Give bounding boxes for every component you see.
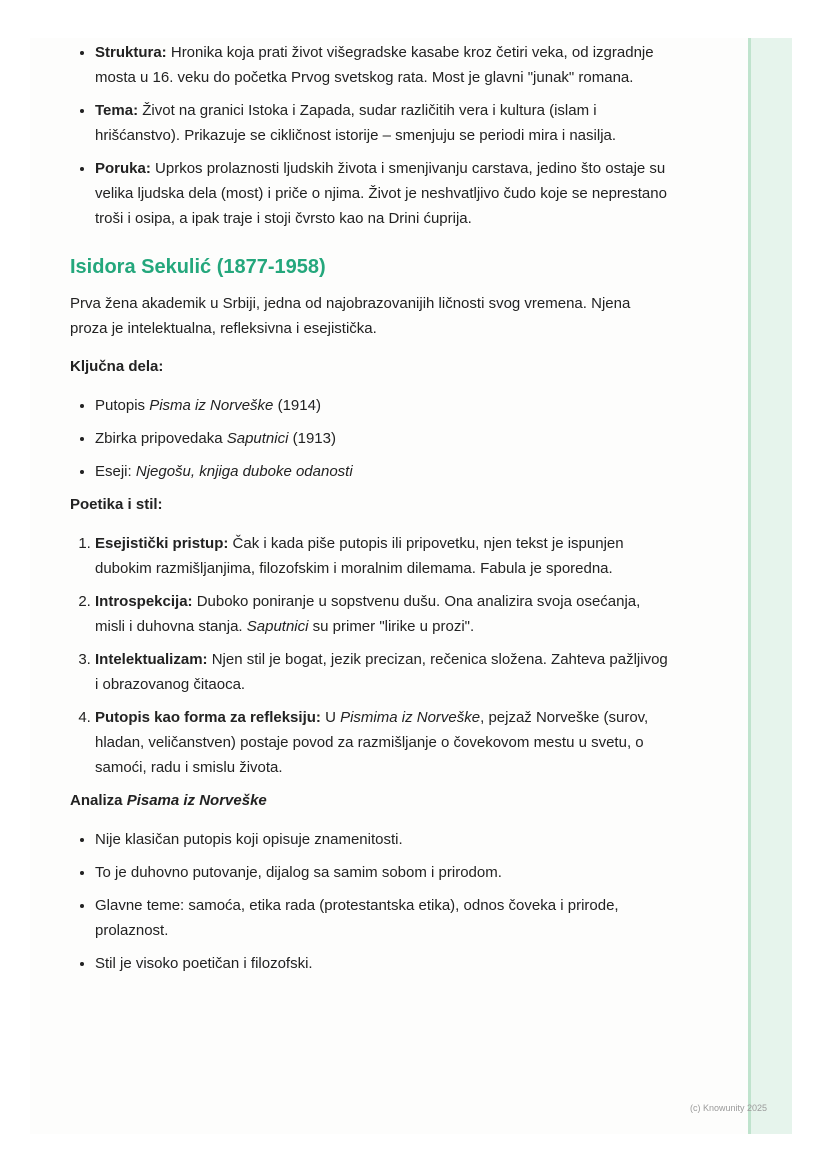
list-item: • Struktura: Hronika koja prati život višegradske kasabe kroz četiri veka, od izgradnje mosta u 16. veku do početka Prvog svetskog rata. Most je glavni "junak" romana. xyxy=(95,40,670,90)
list-item: 2. Introspekcija: Duboko poniranje u sopstvenu dušu. Ona analizira svoja osećanja, misli i duhovna stanja. Saputnici su primer "lirike u prozi". xyxy=(95,589,670,639)
list-item: • Eseji: Njegošu, knjiga duboke odanosti xyxy=(95,459,670,484)
list-item: 3. Intelektualizam: Njen stil je bogat, jezik precizan, rečenica složena. Zahteva pažljivog i obrazovanog čitaoca. xyxy=(95,647,670,697)
poetics-heading: Poetika i stil: xyxy=(70,496,163,513)
list-item: • Putopis Pisma iz Norveške (1914) xyxy=(95,393,670,418)
list-item: • Glavne teme: samoća, etika rada (protestantska etika), odnos čoveka i prirode, prolaznost. xyxy=(95,893,670,943)
list-item: • Poruka: Uprkos prolaznosti ljudskih života i smenjivanju carstava, jedino što ostaje su velika ljudska dela (most) i priče o njima. Život je neshvatljivo čudo koje se neprestano troši i osipa, a ipak traje i stoji čvrsto kao na Drini ćuprija. xyxy=(95,156,670,231)
list-item: 4. Putopis kao forma za refleksiju: U Pismima iz Norveške, pejzaž Norveške (surov, hladan, veličanstven) postaje povod za razmišljanje o čovekovom mestu u svetu, o samoći, radu i smislu života. xyxy=(95,705,670,780)
poetics-list xyxy=(70,531,670,780)
margin-strip xyxy=(748,38,792,1134)
list-item: • Stil je visoko poetičan i filozofski. xyxy=(95,951,670,976)
works-list xyxy=(70,393,670,484)
section-title: Isidora Sekulić (1877-1958) xyxy=(70,256,326,278)
list-item: • Zbirka pripovedaka Saputnici (1913) xyxy=(95,426,670,451)
section-intro: Prva žena akademik u Srbiji, jedna od najobrazovanijih ličnosti svog vremena. Njena proza je intelektualna, refleksivna i esejistička. xyxy=(70,295,631,337)
list-item: • Tema: Život na granici Istoka i Zapada, sudar različitih vera i kultura (islam i hrišćanstvo). Prikazuje se cikličnost istorije – smenjuju se periodi mira i nasilja. xyxy=(95,98,670,148)
list-item: 1. Esejistički pristup: Čak i kada piše putopis ili pripovetku, njen tekst je ispunjen dubokim razmišljanjima, filozofskim i moralnim dilemama. Fabula je sporedna. xyxy=(95,531,670,581)
analysis-heading: Analiza Pisama iz Norveške xyxy=(70,792,267,809)
copyright-note: (c) Knowunity 2025 xyxy=(690,1103,768,1113)
list-item: • To je duhovno putovanje, dijalog sa samim sobom i prirodom. xyxy=(95,860,670,885)
works-heading: Ključna dela: xyxy=(70,358,164,375)
analysis-list xyxy=(70,827,670,976)
list-item: • Nije klasičan putopis koji opisuje znamenitosti. xyxy=(95,827,670,852)
intro-list xyxy=(70,40,670,231)
document-content xyxy=(70,38,670,984)
